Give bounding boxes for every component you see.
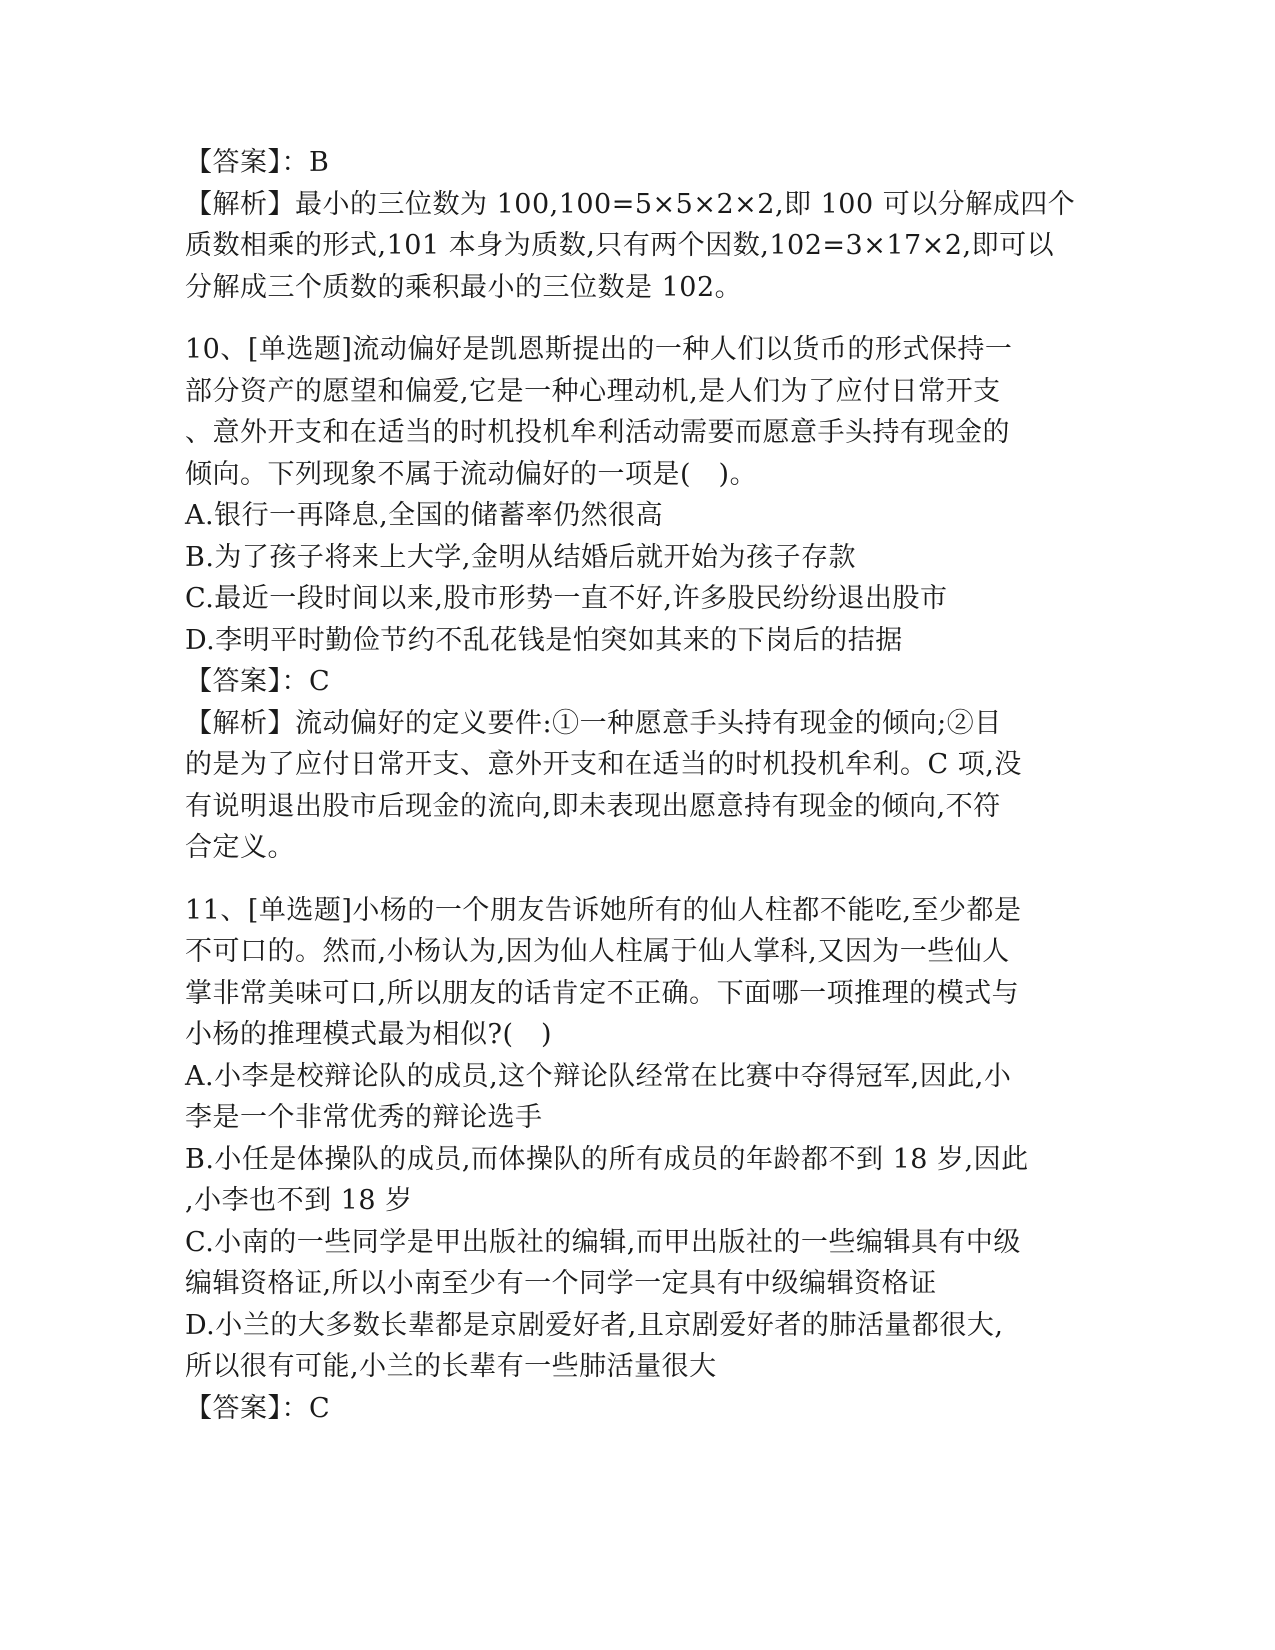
explanation-line: 质数相乘的形式,101 本身为质数,只有两个因数,102=3×17×2,即可以	[185, 230, 1055, 261]
option-b: B.小任是体操队的成员,而体操队的所有成员的年龄都不到 18 岁,因此	[185, 1143, 1029, 1175]
question-11-line: 小杨的推理模式最为相似?( )	[185, 1019, 553, 1050]
paragraph-gap	[185, 869, 1065, 890]
question-10-line: 倾向。下列现象不属于流动偏好的一项是( )。	[185, 458, 758, 490]
explanation-line: 的是为了应付日常开支、意外开支和在适当的时机投机牟利。C 项,没	[185, 749, 1022, 780]
question-11-line: 不可口的。然而,小杨认为,因为仙人柱属于仙人掌科,又因为一些仙人	[185, 936, 1010, 967]
question-10-line: 10、[单选题]流动偏好是凯恩斯提出的一种人们以货币的形式保持一	[185, 334, 1013, 365]
option-c: C.小南的一些同学是甲出版社的编辑,而甲出版社的一些编辑具有中级	[185, 1226, 1021, 1258]
question-10-line: 部分资产的愿望和偏爱,它是一种心理动机,是人们为了应付日常开支	[185, 375, 1001, 407]
option-a: A.银行一再降息,全国的储蓄率仍然很高	[185, 500, 664, 531]
explanation-line: 分解成三个质数的乘积最小的三位数是 102。	[185, 271, 743, 303]
option-a-cont: 李是一个非常优秀的辩论选手	[185, 1102, 543, 1133]
option-b: B.为了孩子将来上大学,金明从结婚后就开始为孩子存款	[185, 541, 857, 573]
option-c: C.最近一段时间以来,股市形势一直不好,许多股民纷纷退出股市	[185, 583, 948, 614]
option-b-cont: ,小李也不到 18 岁	[185, 1185, 413, 1216]
explanation-line: 有说明退出股市后现金的流向,即未表现出愿意持有现金的倾向,不符	[185, 790, 1001, 822]
document-page	[185, 142, 1076, 1429]
question-11-line: 11、[单选题]小杨的一个朋友告诉她所有的仙人柱都不能吃,至少都是	[185, 894, 1022, 926]
option-a: A.小李是校辩论队的成员,这个辩论队经常在比赛中夺得冠军,因此,小	[185, 1060, 1012, 1092]
explanation-line: 【解析】流动偏好的定义要件:①一种愿意手头持有现金的倾向;②目	[185, 707, 1002, 739]
option-d: D.小兰的大多数长辈都是京剧爱好者,且京剧爱好者的肺活量都很大,	[185, 1309, 1004, 1341]
option-d: D.李明平时勤俭节约不乱花钱是怕突如其来的下岗后的拮据	[185, 624, 903, 656]
explanation-line: 【解析】最小的三位数为 100,100=5×5×2×2,即 100 可以分解成四个	[185, 188, 1076, 220]
question-11-line: 掌非常美味可口,所以朋友的话肯定不正确。下面哪一项推理的模式与	[185, 977, 1020, 1009]
answer-line: 【答案】：B	[185, 147, 330, 178]
explanation-line: 合定义。	[185, 832, 295, 863]
answer-line: 【答案】：C	[185, 666, 331, 697]
answer-line: 【答案】：C	[185, 1392, 331, 1424]
question-10-line: 、意外开支和在适当的时机投机牟利活动需要而愿意手头持有现金的	[185, 417, 1010, 448]
paragraph-gap	[185, 308, 1065, 329]
option-d-cont: 所以很有可能,小兰的长辈有一些肺活量很大	[185, 1351, 717, 1382]
option-c-cont: 编辑资格证,所以小南至少有一个同学一定具有中级编辑资格证	[185, 1268, 937, 1299]
